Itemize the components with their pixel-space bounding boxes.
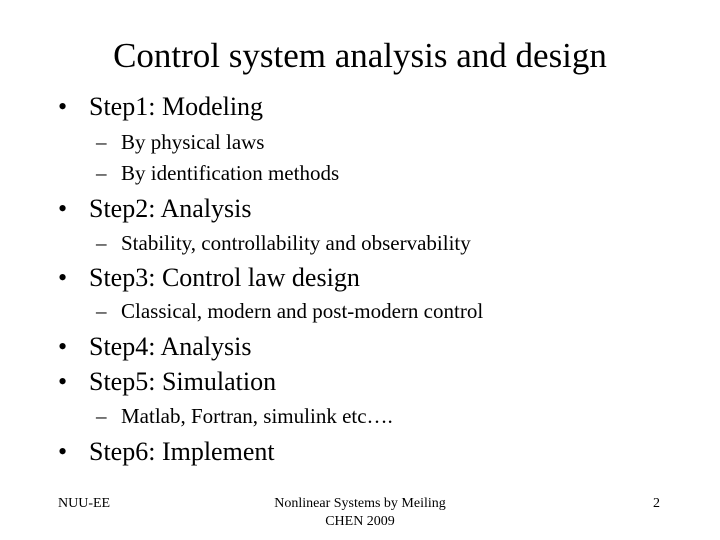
bullet-mark: • (58, 263, 68, 292)
footer-organization: NUU-EE (58, 496, 111, 511)
sub-bullet (96, 129, 264, 155)
bullet-text: Step6: Implement (89, 437, 275, 466)
slide-title: Control system analysis and design (113, 36, 607, 75)
dash-mark: – (96, 231, 107, 255)
bullet-text: Step3: Control law design (89, 263, 360, 292)
bullet-mark: • (58, 437, 68, 466)
sub-bullet-text: Matlab, Fortran, simulink etc…. (121, 404, 393, 428)
sub-bullet-text: By physical laws (121, 130, 265, 154)
bullet-step4 (58, 332, 252, 362)
bullet-text: Step5: Simulation (89, 367, 277, 396)
bullet-step1 (58, 92, 263, 122)
bullet-mark: • (58, 92, 68, 121)
sub-bullet (96, 403, 393, 429)
bullet-step5 (58, 367, 276, 397)
bullet-step6 (58, 437, 275, 467)
bullet-text: Step2: Analysis (89, 194, 252, 223)
bullet-text: Step1: Modeling (89, 92, 264, 121)
sub-bullet (96, 160, 339, 186)
sub-bullet (96, 230, 471, 256)
dash-mark: – (96, 299, 107, 323)
footer-course-line1: Nonlinear Systems by Meiling (274, 496, 446, 511)
sub-bullet-text: Classical, modern and post-modern control (121, 299, 484, 323)
bullet-mark: • (58, 367, 68, 396)
bullet-step2 (58, 194, 252, 224)
dash-mark: – (96, 404, 107, 428)
bullet-step3 (58, 263, 360, 293)
footer-course-info (250, 495, 470, 531)
dash-mark: – (96, 161, 107, 185)
bullet-text: Step4: Analysis (89, 332, 252, 361)
dash-mark: – (96, 130, 107, 154)
footer-course-line2: CHEN 2009 (325, 514, 395, 529)
bullet-mark: • (58, 194, 68, 223)
sub-bullet-text: By identification methods (121, 161, 340, 185)
sub-bullet-text: Stability, controllability and observability (121, 231, 471, 255)
bullet-mark: • (58, 332, 68, 361)
page-number: 2 (653, 496, 660, 511)
sub-bullet (96, 298, 483, 324)
